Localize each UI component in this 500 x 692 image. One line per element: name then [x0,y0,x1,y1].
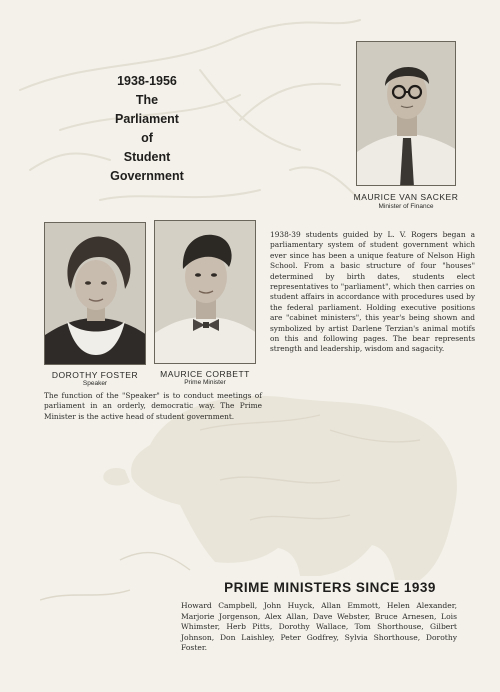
prime-minister-role: Prime Minister [184,379,226,386]
title-years: 1938-1956 [117,74,177,88]
photo-prime-minister [154,220,256,364]
title-line: Student [123,150,171,164]
prime-minister-name: MAURICE CORBETT [160,369,250,379]
photo-speaker [44,222,146,365]
speaker-paragraph: The function of the "Speaker" is to conduct meetings of parliament in an orderly, democratic way. The Prime Minister is the active head of student government. [44,391,262,421]
prime-ministers-list: Howard Campbell, John Huyck, Allan Emmott, Helen Alexander, Marjorie Jorgenson, Alex Allan, Dave Webster, Bruce Arnesen, Lois Whimster, Herb Pitts, Dorothy Wallace, Tom Shorthouse, Gilbert Johnson, Don Laishley, Peter Godfrey, Sylvia Shorthouse, Dorothy Foster. [181,601,457,653]
title-line: Parliament [115,112,179,126]
intro-paragraph: 1938-39 students guided by L. V. Rogers began a parliamentary system of student government which ever since has been a unique feature of Nelson High School. From a basic structure of four "houses" determined by birth dates, students elect representatives to "parliament", which then carries on student affairs in accordance with procedures used by the federal parliament. Holding executive positions are "cabinet ministers", this year's being shown and symbolized by artist Darlene Terzian's animal motifs on this and following pages. The bear represents strength and leadership, wisdom and sagacity. [270,230,475,354]
minister-of-finance-name: MAURICE VAN SACKER [353,192,459,202]
title-line: Government [110,169,184,183]
photo-minister-of-finance [356,41,456,186]
title-line: The [135,93,159,107]
prime-ministers-heading: PRIME MINISTERS SINCE 1939 [224,580,436,595]
minister-of-finance-role: Minister of Finance [378,203,434,210]
speaker-role: Speaker [82,380,108,387]
title-line: of [141,131,153,145]
page-title [92,72,202,186]
speaker-name: DOROTHY FOSTER [51,370,139,380]
